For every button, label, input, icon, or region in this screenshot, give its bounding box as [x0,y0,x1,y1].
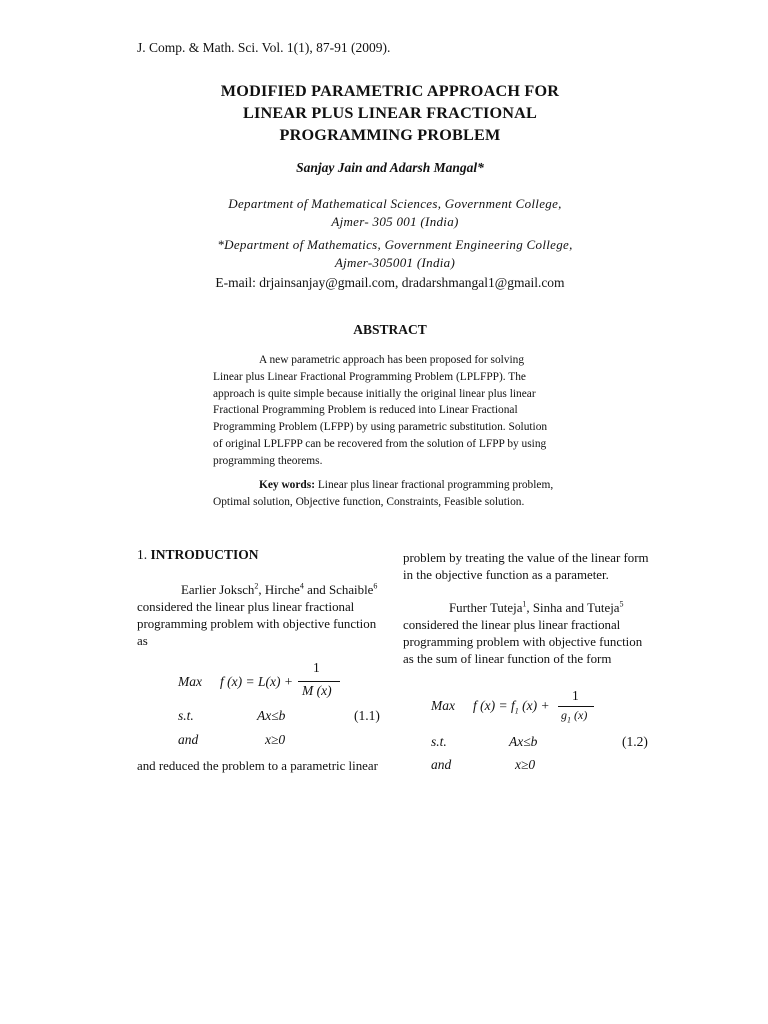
eq-constraint: Ax≤b [509,734,538,749]
eq-label: (1.1) [354,708,380,723]
abstract-line: of original LPLFPP can be recovered from the solution of LFPP by using [213,437,547,450]
text-span: g [561,708,567,722]
section-number: 1. [137,547,151,562]
citation-ref: 5 [619,599,624,609]
text-span: f (x) = f [473,698,515,713]
text-span: , Hirche [258,583,300,597]
paragraph-line: problem by treating the value of the linear form [403,551,649,565]
authors: Sanjay Jain and Adarsh Mangal* [296,160,484,175]
affiliation-2 [195,236,595,272]
section-title: INTRODUCTION [150,547,259,562]
eq-label: (1.2) [622,734,648,749]
abstract-line: A new parametric approach has been proposed for solving [259,354,525,366]
subscript: 1 [514,706,519,716]
paragraph-line [403,600,642,617]
eq-lhs [473,698,550,716]
fraction-bar [298,681,340,682]
eq-denominator: M (x) [302,683,332,698]
affiliation-line: Ajmer-305001 (India) [334,255,456,270]
paragraph-line: programming problem with objective function [403,635,643,649]
paragraph-line: considered the linear plus linear fractional [403,618,621,632]
paragraph-line: as the sum of linear function of the form [403,652,612,666]
paragraph-line: considered the linear plus linear fractional [137,600,355,614]
citation-ref: 1 [522,599,527,609]
keywords-line [213,477,569,494]
abstract-line: Linear plus Linear Fractional Programming Problem (LPLFPP). The [213,370,526,383]
paragraph-line: in the objective function as a parameter. [403,568,609,582]
keywords-label: Key words: [259,479,315,491]
eq-st: s.t. [178,708,194,723]
keywords-text: Linear plus linear fractional programming problem, [315,479,554,491]
text-span: and Schaible [303,583,374,597]
text-span: Further Tuteja [449,601,523,615]
journal-citation: J. Comp. & Math. Sci. Vol. 1(1), 87-91 (2009). [137,40,391,55]
eq-max: Max [431,698,455,713]
citation-ref: 2 [254,581,259,591]
affiliation-1 [195,195,595,231]
intro-paragraph-1-end [137,758,378,775]
eq-max: Max [178,674,202,689]
intro-paragraph-1 [137,582,377,650]
email-line: E-mail: drjainsanjay@gmail.com, dradarshmangal1@gmail.com [215,275,565,290]
paragraph-line: as [137,634,148,648]
eq-and: and [431,757,452,772]
abstract-line: Fractional Programming Problem is reduced into Linear Fractional [213,404,518,417]
abstract-heading: ABSTRACT [353,322,427,337]
affiliation-line: *Department of Mathematics, Government Engineering College, [217,237,573,252]
paper-title [140,80,640,146]
text-span: , Sinha and Tuteja [526,601,620,615]
eq-and: and [178,732,199,747]
eq-lhs: f (x) = L(x) + [220,674,293,689]
eq-numerator: 1 [572,688,579,703]
abstract-line: programming theorems. [213,454,323,467]
title-line: MODIFIED PARAMETRIC APPROACH FOR [220,82,560,100]
eq-nonneg: x≥0 [265,732,286,747]
text-span: (x) + [518,698,550,713]
abstract-line: Programming Problem (LFPP) by using parametric substitution. Solution [213,421,548,434]
text-span: (x) [571,708,588,722]
text-span: Earlier Joksch [181,583,255,597]
abstract-body [213,352,569,470]
abstract-line: approach is quite simple because initially the original linear plus linear [213,387,536,400]
fraction-bar [558,706,594,707]
title-line: LINEAR PLUS LINEAR FRACTIONAL [242,104,538,122]
paragraph-line: and reduced the problem to a parametric linear [137,759,378,773]
intro-paragraph-3 [403,600,642,668]
paragraph-line: programming problem with objective function [137,617,377,631]
eq-nonneg: x≥0 [515,757,536,772]
keywords-line: Optimal solution, Objective function, Constraints, Feasible solution. [213,495,525,508]
subscript: 1 [567,715,571,725]
keywords [213,477,569,511]
eq-constraint: Ax≤b [257,708,286,723]
affiliation-line: Department of Mathematical Sciences, Government College, [228,196,562,211]
eq-numerator: 1 [313,660,320,675]
citation-ref: 4 [299,581,304,591]
section-heading [137,547,259,563]
title-line: PROGRAMMING PROBLEM [279,126,501,144]
affiliation-line: Ajmer- 305 001 (India) [331,214,459,229]
paragraph-line [137,582,377,599]
eq-st: s.t. [431,734,447,749]
eq-denominator [561,708,587,724]
citation-ref: 6 [373,581,378,591]
intro-paragraph-2 [403,550,649,584]
